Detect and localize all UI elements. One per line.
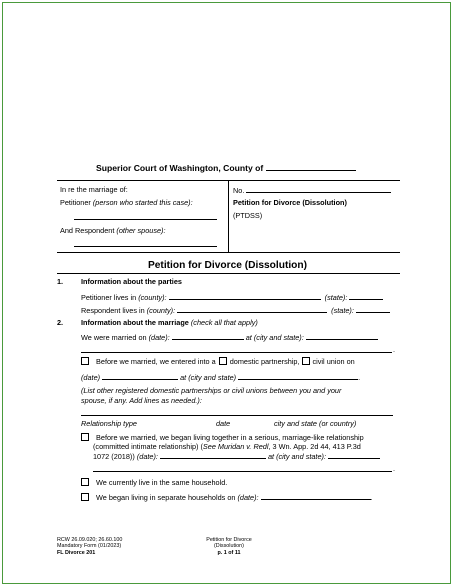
respondent-lives-row [81,305,390,315]
case-number-field[interactable] [246,185,391,193]
same-household-label: We currently live in the same household. [96,478,228,487]
partnership-date-row: (date) at (city and state) . [81,373,361,382]
respondent-note: (other spouse): [116,226,166,235]
separate-households-label: We began living in separate households on [96,493,236,502]
caption-doc-title: Petition for Divorce (Dissolution) [233,198,347,207]
footer-left [57,537,122,556]
living-together-line-3 [93,451,380,461]
domestic-partnership-label: domestic partnership, [229,357,300,366]
married-date-label: (date): [148,333,170,342]
married-date-field[interactable] [172,332,244,340]
separate-date-label: (date): [237,493,259,502]
in-re-label: In re the marriage of: [60,185,128,194]
list-other-line-2: spouse, if any. Add lines as needed.): [81,396,202,405]
list-other-line-1: (List other registered domestic partnerships or civil unions between you and your [81,386,342,395]
main-title: Petition for Divorce (Dissolution) [147,260,308,271]
col-date: date [216,419,231,428]
col-city-state: city and state (or country) [274,419,357,428]
living-date-label: (date): [136,452,158,461]
married-on-row [81,332,378,342]
petitioner-word: Petitioner [60,198,91,207]
caption-bottom-rule [57,252,400,253]
footer-form-subtitle: (Dissolution) [214,543,244,550]
case-number [233,185,391,195]
case-number-label: No. [233,186,245,195]
separate-households-checkbox[interactable] [81,493,89,501]
partnership-date-label: (date) [81,373,101,382]
section-2-heading [81,318,258,327]
respondent-name-field[interactable] [74,246,217,247]
living-together-checkbox[interactable] [81,433,89,441]
petitioner-label [60,198,193,207]
petitioner-county-field[interactable] [169,292,321,300]
relationship-entry-line[interactable] [81,415,393,416]
civil-union-label: civil union on [312,357,355,366]
civil-union-checkbox[interactable] [302,357,310,365]
respondent-word: And Respondent [60,226,115,235]
same-household-row [81,478,227,487]
court-heading [96,163,356,173]
section-2-heading-text: Information about the marriage [81,318,189,327]
section-1-heading: Information about the parties [81,277,182,286]
partnership-city-field[interactable] [238,372,358,380]
separate-date-field[interactable] [261,492,371,500]
partnership-checkbox[interactable] [81,357,89,365]
living-2a: (committed intimate relationship) ( [93,442,203,451]
petitioner-lives-label: Petitioner lives in [81,293,137,302]
caption-doc-code: (PTDSS) [233,211,263,220]
living-extra-period: . [393,464,396,473]
partnership-city-label: at (city and state) [180,373,237,382]
petitioner-state-field[interactable] [349,292,383,300]
county-field[interactable] [266,163,356,171]
separate-households-row: We began living in separate households on (date): . [81,492,373,502]
respondent-county-field[interactable] [177,305,327,313]
petitioner-lives-row [81,292,383,302]
partnership-label: Before we married, we entered into a [96,357,216,366]
partnership-date-field[interactable] [102,372,178,380]
married-city-label: at (city and state): [245,333,304,342]
same-household-checkbox[interactable] [81,478,89,486]
footer-mandatory-form: Mandatory Form (01/2023) [57,543,122,550]
respondent-label [60,226,165,235]
caption-divider [228,180,229,252]
footer-rcw: RCW 26.09.020; 26.60.100 [57,537,123,543]
domestic-partnership-checkbox[interactable] [219,357,227,365]
married-extra-line[interactable] [81,352,392,353]
petitioner-name-field[interactable] [74,219,217,220]
respondent-lives-label: Respondent lives in [81,306,145,315]
respondent-county-label: (county): [146,306,176,315]
footer-form-id: FL Divorce 201 [57,549,96,556]
living-together-line-1: Before we married, we began living together in a serious, marriage-like relationship [96,433,364,442]
petitioner-state-label: (state): [324,293,348,302]
section-1-number: 1. [57,277,64,286]
petitioner-county-label: (county): [138,293,167,302]
section-2-heading-note: (check all that apply) [190,318,258,327]
married-on-label: We were married on [81,333,147,342]
respondent-state-field[interactable] [356,305,390,313]
married-extra-period: . [393,345,396,354]
living-together-row [81,433,364,442]
petitioner-note: (person who started this case): [92,198,193,207]
footer-form-title: Petition for Divorce [206,537,252,543]
footer-page-number: p. 1 of 11 [217,549,241,556]
living-date-field[interactable] [160,451,266,459]
living-city-field[interactable] [328,451,380,459]
respondent-state-label: (state): [331,306,354,315]
married-city-field[interactable] [306,332,378,340]
col-relationship-type: Relationship type [81,419,137,428]
footer-center [194,537,264,556]
living-3a: 1072 (2018)) [93,452,135,461]
living-2b: See Muridan v. Redl [202,442,269,451]
section-2-number: 2. [57,318,64,327]
partnership-row [81,357,355,366]
living-2c: , 3 Wn. App. 2d 44, 413 P.3d [268,442,361,451]
title-rule [57,273,400,274]
court-heading-text: Superior Court of Washington, County of [96,163,264,173]
living-extra-line[interactable] [93,471,392,472]
living-together-line-2 [93,442,361,451]
living-city-label: at (city and state): [267,452,326,461]
